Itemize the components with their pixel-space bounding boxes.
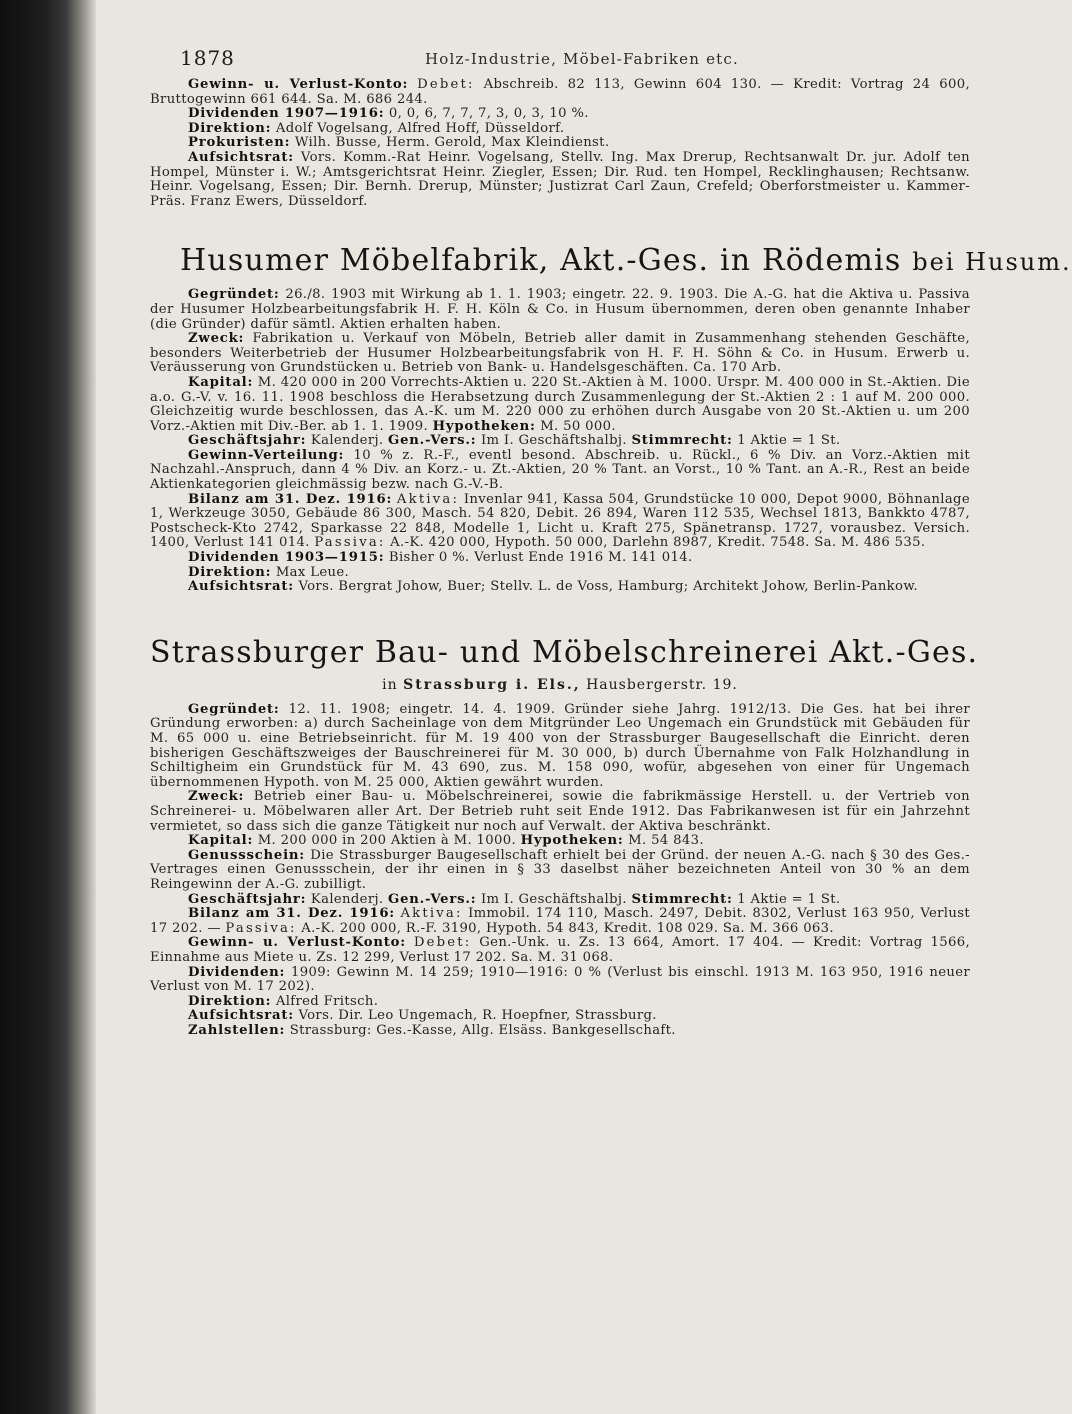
entry-bilanz: Bilanz am 31. Dez. 1916: Aktiva: Immobil. 174 110, Masch. 2497, Debit. 8302, Verlust 163 950, Verlust 17 202. — Passiva: A.-K. 200 000, R.-F. 3190, Hypoth. 54 843, Kredit. 108 029. Sa. M. 366 063.: [150, 906, 970, 936]
section-title-strassburger: Strassburger Bau- und Möbelschreinerei Akt.-Ges.: [150, 634, 979, 670]
section-husumer: [150, 288, 970, 594]
document-page: [150, 36, 1072, 1396]
entry-gewinn-verlust: Gewinn- u. Verlust-Konto: Debet: Abschreib. 82 113, Gewinn 604 130. — Kredit: Vortrag 24 600, Bruttogewinn 661 644. Sa. M. 686 244.: [150, 77, 970, 107]
entry-dividenden: Dividenden 1903—1915: Bisher 0 %. Verlust Ende 1916 M. 141 014.: [188, 550, 693, 566]
entry-aufsichtsrat: Aufsichtsrat: Vors. Bergrat Johow, Buer; Stellv. L. de Voss, Hamburg; Architekt Johow, Berlin-Pankow.: [188, 579, 918, 595]
entry-gewinn-verlust: Gewinn- u. Verlust-Konto: Debet: Gen.-Unk. u. Zs. 13 664, Amort. 17 404. — Kredit: Vortrag 1566, Einnahme aus Miete u. Zs. 12 299, Verlust 17 202. Sa. M. 31 068.: [150, 935, 970, 965]
page-number: 1878: [180, 46, 235, 70]
entry-dividenden: Dividenden: 1909: Gewinn M. 14 259; 1910—1916: 0 % (Verlust bis einschl. 1913 M. 163 950, 1916 neuer Verlust von M. 17 202).: [150, 964, 971, 995]
entry-zahlstellen: Zahlstellen: Strassburg: Ges.-Kasse, Allg. Elsäss. Bankgesellschaft.: [188, 1022, 676, 1038]
section-continuation: [150, 78, 970, 209]
entry-kapital: Kapital: M. 200 000 in 200 Aktien à M. 1000. Hypotheken: M. 54 843.: [188, 833, 704, 849]
section-title-husumer: Husumer Möbelfabrik, Akt.-Ges. in Rödemis bei Husum.: [180, 243, 1072, 279]
entry-zweck: Zweck: Fabrikation u. Verkauf von Möbeln, Betrieb aller damit in Zusammenhang stehenden Geschäfte, besonders Weiterbetrieb der Husumer Holzbearbeitungsfabrik von H. F. H. Söhn & Co. in Husum. Erwerb u. Veräusserung von Grundstücken u. Betrieb von Bank- u. Handelsgeschäften. Ca. 170 Arb.: [150, 331, 971, 376]
entry-direktion: Direktion: Max Leue.: [188, 564, 350, 580]
section-strassburger: [150, 703, 970, 1039]
running-title: Holz-Industrie, Möbel-Fabriken etc.: [425, 50, 739, 68]
entry-aufsichtsrat: Aufsichtsrat: Vors. Komm.-Rat Heinr. Vogelsang, Stellv. Ing. Max Drerup, Rechtsanwalt Dr. jur. Adolf ten Hompel, Münster i. W.; Amtsgerichtsrat Heinr. Ziegler, Essen; Dir. Rud. ten Hompel, Recklinghausen; Rechtsanw. Heinr. Vogelsang, Essen; Dir. Bernh. Drerup, Münster; Justizrat Carl Zaun, Crefeld; Oberforstmeister u. Kammer-Präs. Franz Ewers, Düsseldorf.: [150, 149, 970, 209]
entry-direktion: Direktion: Alfred Fritsch.: [188, 993, 379, 1009]
entry-gegruendet: Gegründet: 12. 11. 1908; eingetr. 14. 4. 1909. Gründer siehe Jahrg. 1912/13. Die Ges. hat bei ihrer Gründung erworben: a) durch Sacheinlage von dem Mitgründer Leo Ungemach ein Grundstück mit Gebäuden für M. 65 000 u. eine Betriebseinricht. für M. 19 400 von der Strassburger Baugesellschaft die Einricht. deren bisherigen Geschäftszweiges der Bauschreinerei für M. 30 000, b) durch Übernahme von Falk Holzhandlung in Schiltigheim ein Grundstück für M. 43 690, zus. M. 158 090, wofür, abgesehen von einer für Ungemach übernommenen Hypoth. von M. 25 000, Aktien gewährt wurden.: [150, 701, 970, 790]
entry-aufsichtsrat: Aufsichtsrat: Vors. Dir. Leo Ungemach, R. Hoepfner, Strassburg.: [188, 1008, 657, 1024]
entry-gewinn-verteilung: Gewinn-Verteilung: 10 % z. R.-F., eventl besond. Abschreib. u. Rückl., 6 % Div. an Vorz.-Aktien mit Nachzahl.-Anspruch, dann 4 % Div. an Korz.- u. Zt.-Aktien, 20 % Tant. an Vorst., 10 % Tant. an A.-R., Rest an beide Aktienkategorien gleichmässig bezw. nach G.-V.-B.: [150, 447, 970, 493]
entry-zweck: Zweck: Betrieb einer Bau- u. Möbelschreinerei, sowie die fabrikmässige Herstell. u. der Vertrieb von Schreinerei- u. Möbelwaren aller Art. Der Betrieb ruht seit Ende 1912. Das Fabrikanwesen ist für ein Jahrzehnt vermietet, so dass sich die ganze Tätigkeit nur noch auf Verwalt. der Aktiva beschränkt.: [150, 789, 970, 834]
page-gutter: [82, 0, 96, 1414]
entry-prokuristen: Prokuristen: Wilh. Busse, Herm. Gerold, Max Kleindienst.: [188, 135, 610, 151]
entry-bilanz: Bilanz am 31. Dez. 1916: Aktiva: Invenlar 941, Kassa 504, Grundstücke 10 000, Depot 9000, Böhnanlage 1, Werkzeuge 3050, Gebäude 86 300, Masch. 54 820, Debit. 26 894, Waren 112 535, Wechsel 1813, Bankkto 4787, Postscheck-Kto 2742, Sparkasse 22 848, Modelle 1, Licht u. Kraft 275, Spänetransp. 1727, vorausbez. Versich. 1400, Verlust 141 014. Passiva: A.-K. 420 000, Hypoth. 50 000, Darlehn 8987, Kredit. 7548. Sa. M. 486 535.: [150, 491, 970, 551]
book-binding: [0, 0, 82, 1414]
page-header: [150, 36, 970, 74]
entry-geschaeftsjahr: Geschäftsjahr: Kalenderj. Gen.-Vers.: Im I. Geschäftshalbj. Stimmrecht: 1 Aktie = 1 St.: [188, 891, 841, 907]
entry-gegruendet: Gegründet: 26./8. 1903 mit Wirkung ab 1. 1. 1903; eingetr. 22. 9. 1903. Die A.-G. hat die Aktiva u. Passiva der Husumer Holzbearbeitungsfabrik H. F. H. Köln & Co. in Husum übernommen, deren oben genannte Inhaber (die Gründer) dafür sämtl. Aktien erhalten haben.: [150, 287, 971, 332]
entry-genussschein: Genussschein: Die Strassburger Baugesellschaft erhielt bei der Gründ. der neuen A.-G. nach § 30 des Ges.-Vertrages einen Genussschein, der ihr einen in § 33 daselbst näher bezeichneten Anteil von 30 % an dem Reingewinn der A.-G. zubilligt.: [150, 847, 970, 892]
entry-kapital: Kapital: M. 420 000 in 200 Vorrechts-Aktien u. 220 St.-Aktien à M. 1000. Urspr. M. 400 000 in St.-Aktien. Die a.o. G.-V. v. 16. 11. 1908 beschloss die Herabsetzung durch Zusammenlegung der St.-Aktien 2 : 1 auf M. 200 000. Gleichzeitig wurde beschlossen, das A.-K. um M. 220 000 zu erhöhen durch Ausgabe von 20 St.-Aktien u. um 200 Vorz.-Aktien mit Div.-Ber. ab 1. 1. 1909. Hypotheken: M. 50 000.: [150, 374, 971, 434]
entry-dividenden: Dividenden 1907—1916: 0, 0, 6, 7, 7, 7, 3, 0, 3, 10 %.: [188, 106, 589, 122]
entry-geschaeftsjahr: Geschäftsjahr: Kalenderj. Gen.-Vers.: Im I. Geschäftshalbj. Stimmrecht: 1 Aktie = 1 St.: [188, 433, 841, 449]
section-location: in Strassburg i. Els., Hausbergerstr. 19.: [382, 676, 738, 693]
entry-direktion: Direktion: Adolf Vogelsang, Alfred Hoff, Düsseldorf.: [188, 120, 565, 136]
